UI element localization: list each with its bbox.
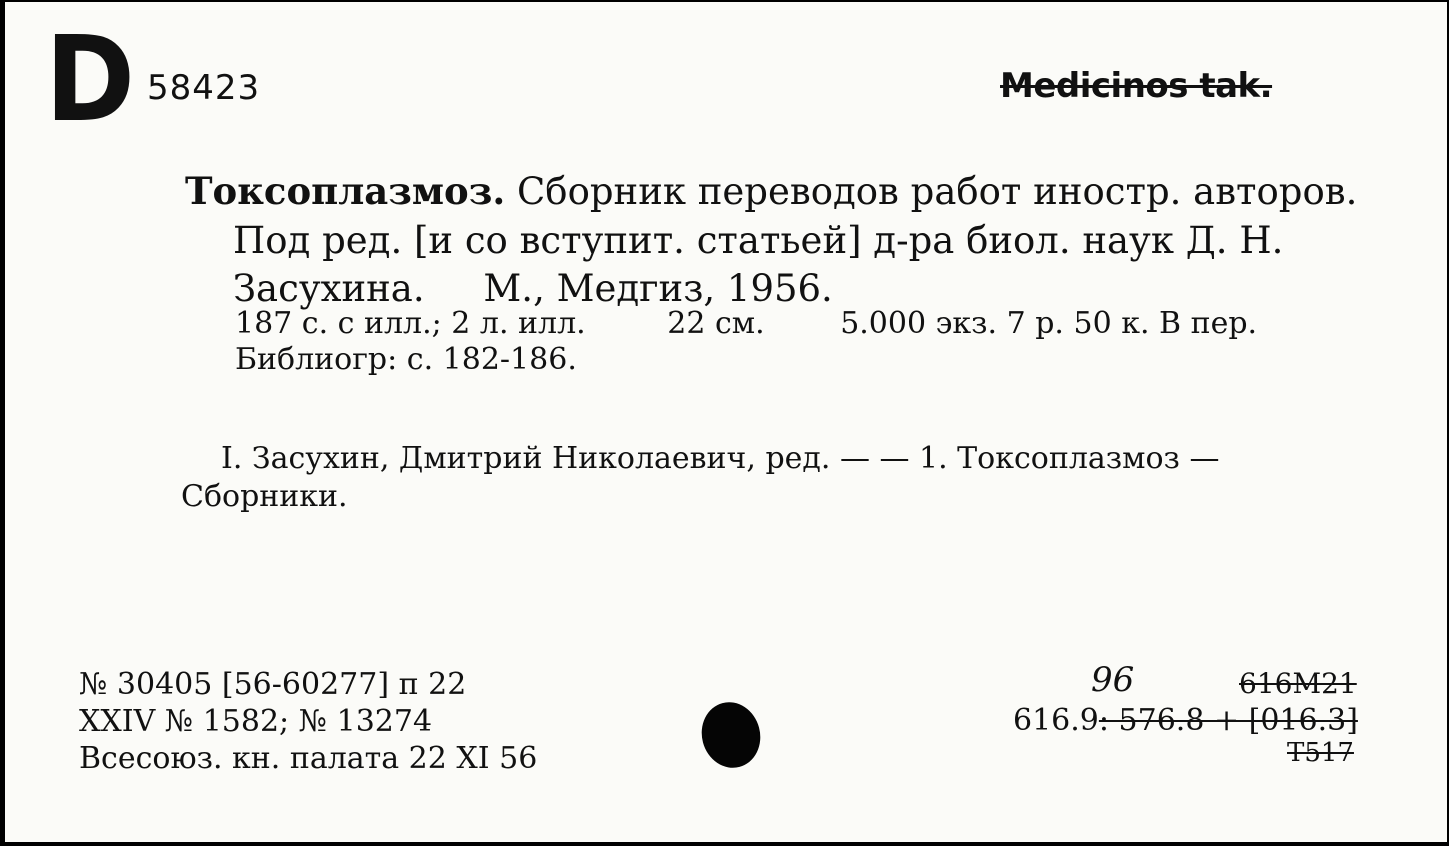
pages: 187 с. с илл.; 2 л. илл. [235,306,586,341]
entry-line-3: Засухина. М., Медгиз, 1956. [233,267,833,310]
udc-number [1013,703,1358,738]
handwritten-mark: 96 [1091,660,1135,700]
size: 22 см. [667,306,765,341]
entry-line-1-rest: Сборник переводов работ иностр. авторов. [505,170,1358,213]
copies-price: 5.000 экз. 7 р. 50 к. В пер. [840,306,1258,341]
udc-crossed: : 576.8 + [016.3] [1098,703,1358,738]
call-number: 58423 [147,68,261,108]
physical-description [235,306,1257,342]
bottom-crossed-code: T517 [1287,738,1354,768]
udc-prefix: 616.9 [1013,703,1099,738]
entry-line-2: Под ред. [и со вступит. статьей] д-ра биол. наук Д. Н. [233,219,1284,262]
footer-line-2: XXIV № 1582; № 13274 [79,704,433,739]
subject-line-1: I. Засухин, Дмитрий Николаевич, ред. — — 1. Токсоплазмоз — [221,441,1220,476]
subject-line-2: Сборники. [181,479,348,514]
stamp-text: Medicinos tak. [1000,66,1273,106]
punch-hole [694,696,767,775]
footer-line-3: Всесоюз. кн. палата 22 XI 56 [79,741,538,776]
entry-line-1 [185,166,1357,217]
card-letter: D [45,10,136,148]
library-stamp [1000,66,1272,106]
entry-title: Токсоплазмоз. [185,169,506,213]
bibliography-note: Библиогр: с. 182-186. [235,342,577,377]
crossed-code: 616M21 [1239,667,1357,700]
footer-line-1: № 30405 [56-60277] п 22 [79,667,467,702]
